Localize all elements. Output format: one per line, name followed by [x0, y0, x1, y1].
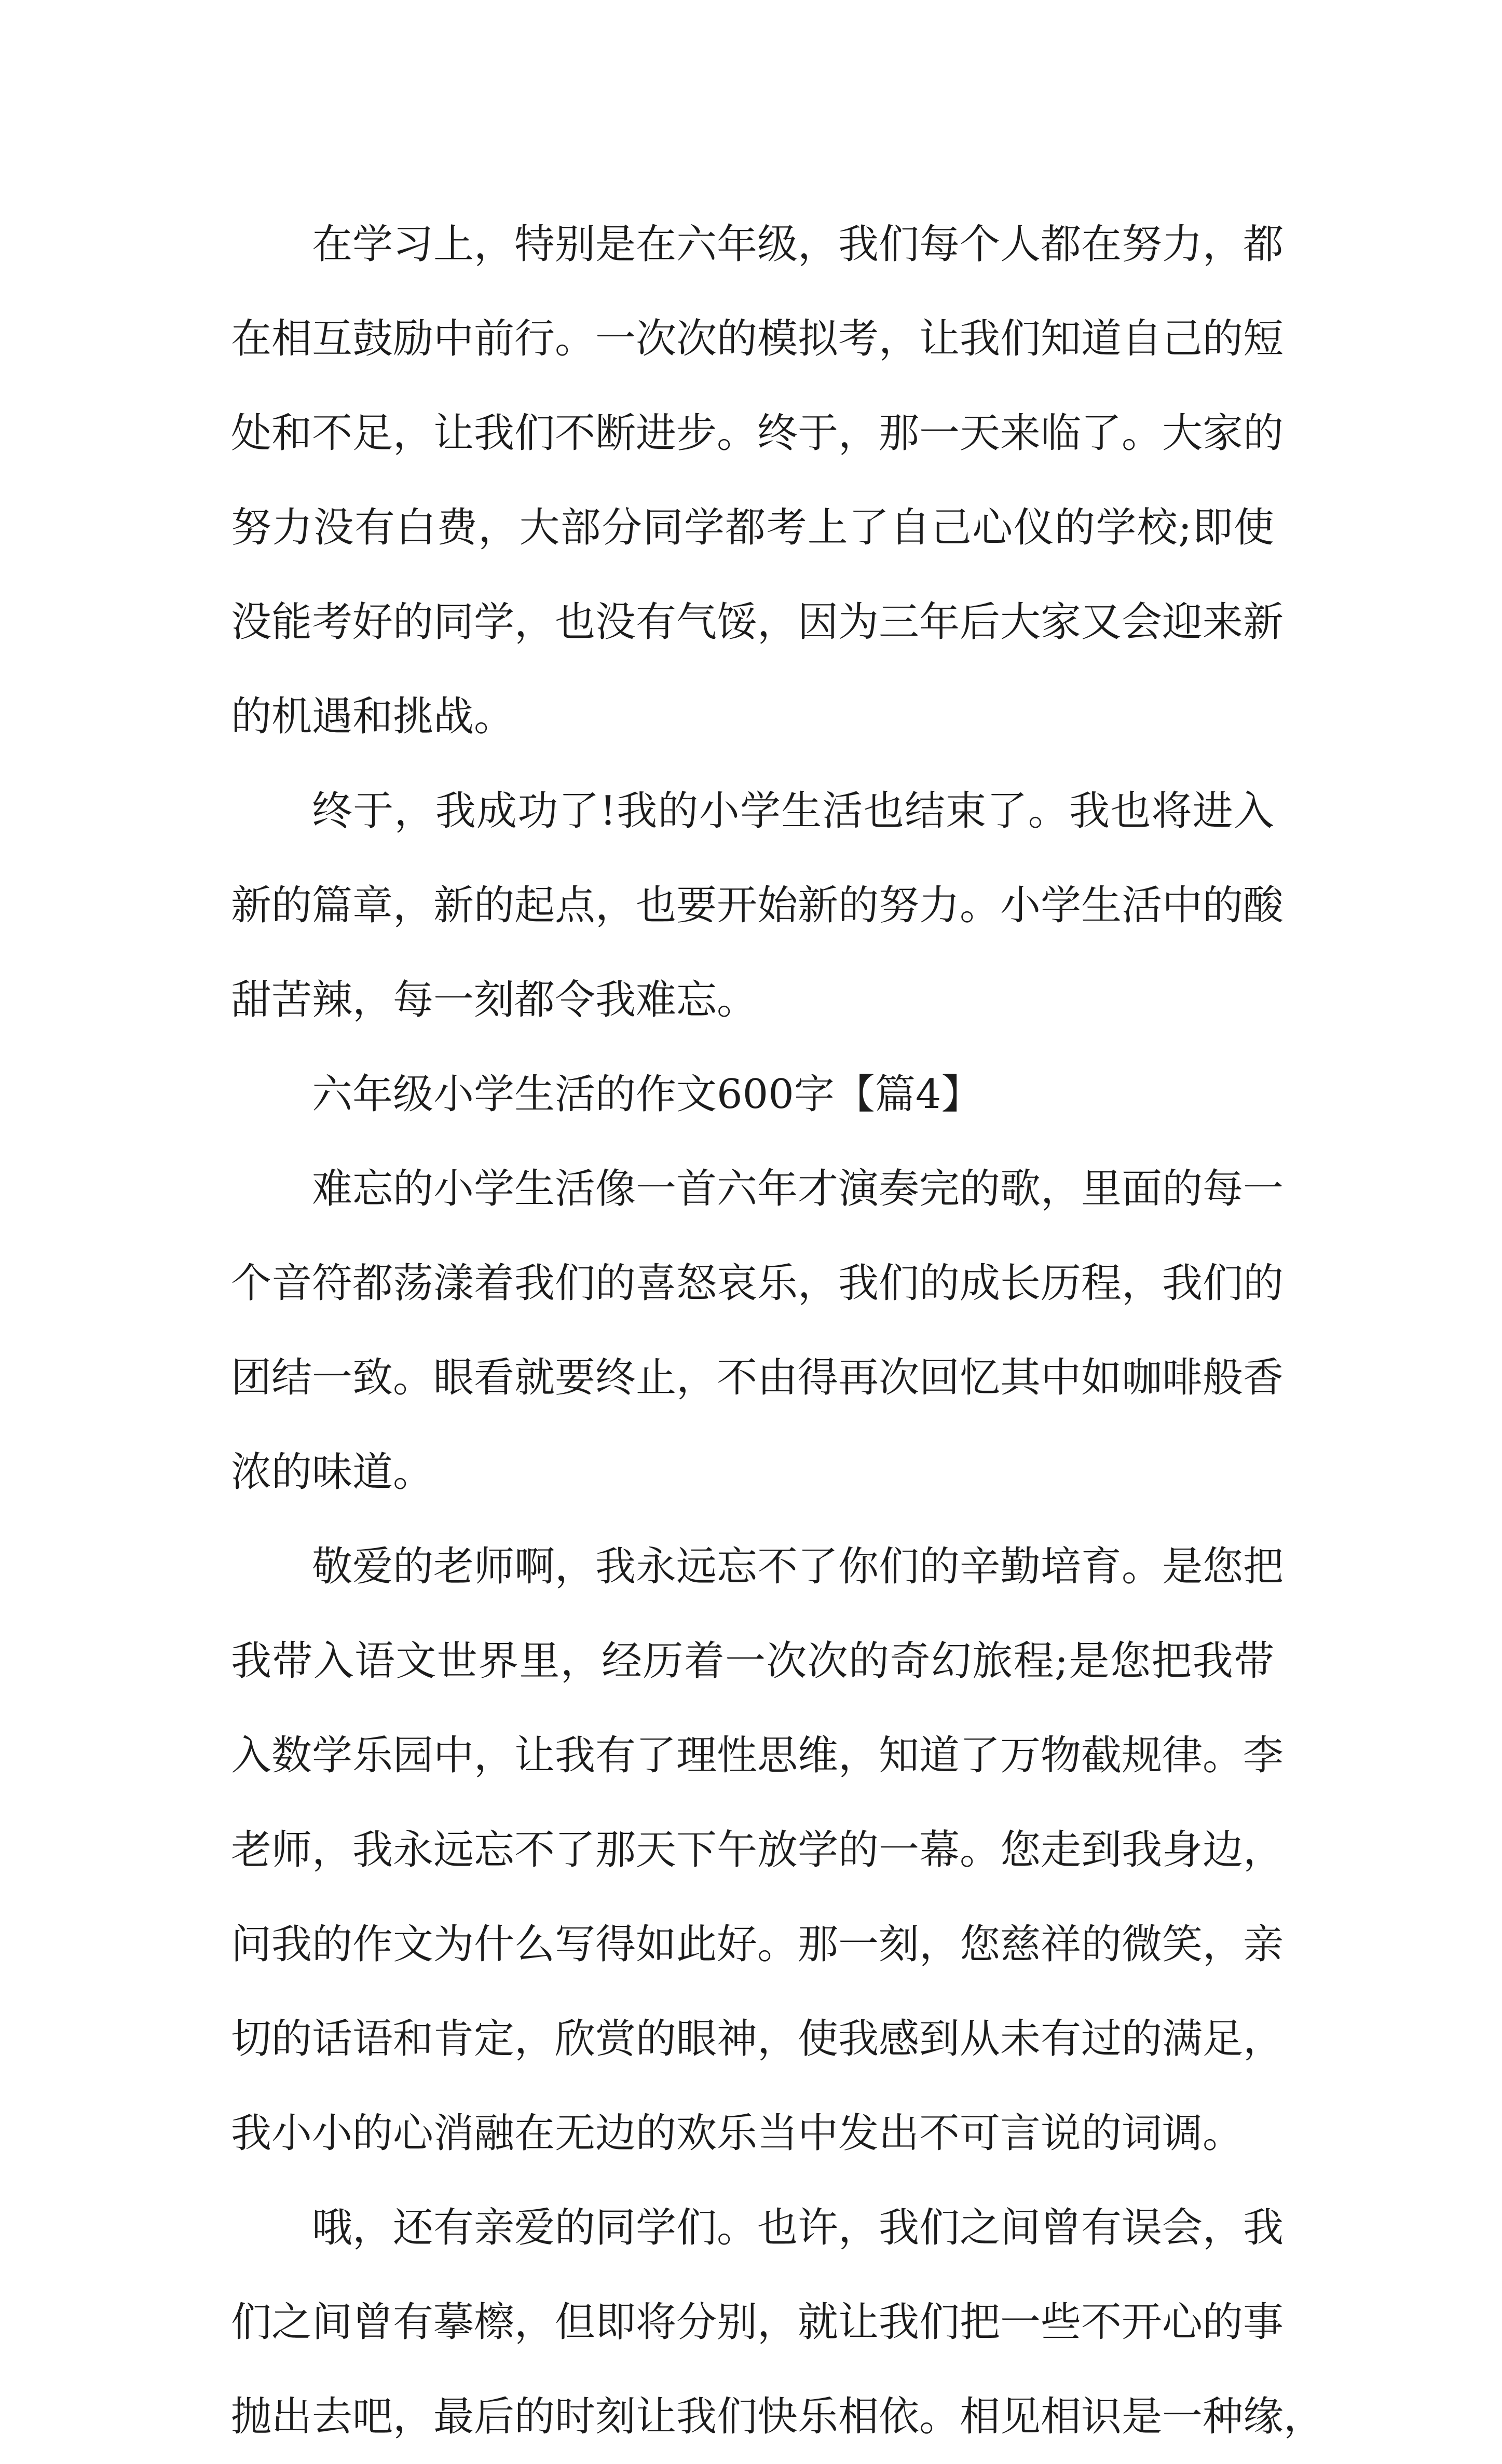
text-line: 我带入语文世界里，经历着一次次的奇幻旅程;是您把我带: [231, 1638, 1274, 1685]
text-line: 问我的作文为什么写得如此好。那一刻，您慈祥的微笑，亲: [231, 1921, 1284, 1968]
text-line: 们之间曾有摹檫，但即将分别，就让我们把一些不开心的事: [231, 2299, 1284, 2346]
text-line: 在相互鼓励中前行。一次次的模拟考，让我们知道自己的短: [231, 316, 1284, 362]
text-line: 没能考好的同学，也没有气馁，因为三年后大家又会迎来新: [231, 599, 1284, 646]
text-line: 处和不足，让我们不断进步。终于，那一天来临了。大家的: [231, 410, 1284, 457]
text-line: 我小小的心消融在无边的欢乐当中发出不可言说的词调。: [231, 2110, 1244, 2157]
text-line: 哦，还有亲爱的同学们。也许，我们之间曾有误会，我: [312, 2205, 1284, 2251]
text-line: 个音符都荡漾着我们的喜怒哀乐，我们的成长历程，我们的: [231, 1260, 1284, 1307]
text-line: 甜苦辣，每一刻都令我难忘。: [231, 977, 758, 1023]
text-line: 新的篇章，新的起点，也要开始新的努力。小学生活中的酸: [231, 882, 1284, 929]
text-line: 在学习上，特别是在六年级，我们每个人都在努力，都: [312, 221, 1284, 268]
text-line: 入数学乐园中，让我有了理性思维，知道了万物截规律。李: [231, 1732, 1284, 1779]
text-line: 切的话语和肯定，欣赏的眼神，使我感到从未有过的满足，: [231, 2016, 1284, 2062]
text-line: 的机遇和挑战。: [231, 693, 515, 740]
text-line: 难忘的小学生活像一首六年才演奏完的歌，里面的每一: [312, 1166, 1284, 1212]
text-line: 老师，我永远忘不了那天下午放学的一幕。您走到我身边，: [231, 1827, 1284, 1873]
text-line: 浓的味道。: [231, 1449, 434, 1496]
text-line: 抛出去吧，最后的时刻让我们快乐相依。相见相识是一种缘，: [231, 2393, 1325, 2440]
section-heading: 六年级小学生活的作文600字【篇4】: [312, 1071, 982, 1118]
text-line: 团结一致。眼看就要终止，不由得再次回忆其中如咖啡般香: [231, 1354, 1284, 1401]
text-line: 终于，我成功了!我的小学生活也结束了。我也将进入: [312, 788, 1274, 834]
text-line: 努力没有白费，大部分同学都考上了自己心仪的学校;即使: [231, 504, 1274, 551]
text-line: 敬爱的老师啊，我永远忘不了你们的辛勤培育。是您把: [312, 1543, 1284, 1590]
